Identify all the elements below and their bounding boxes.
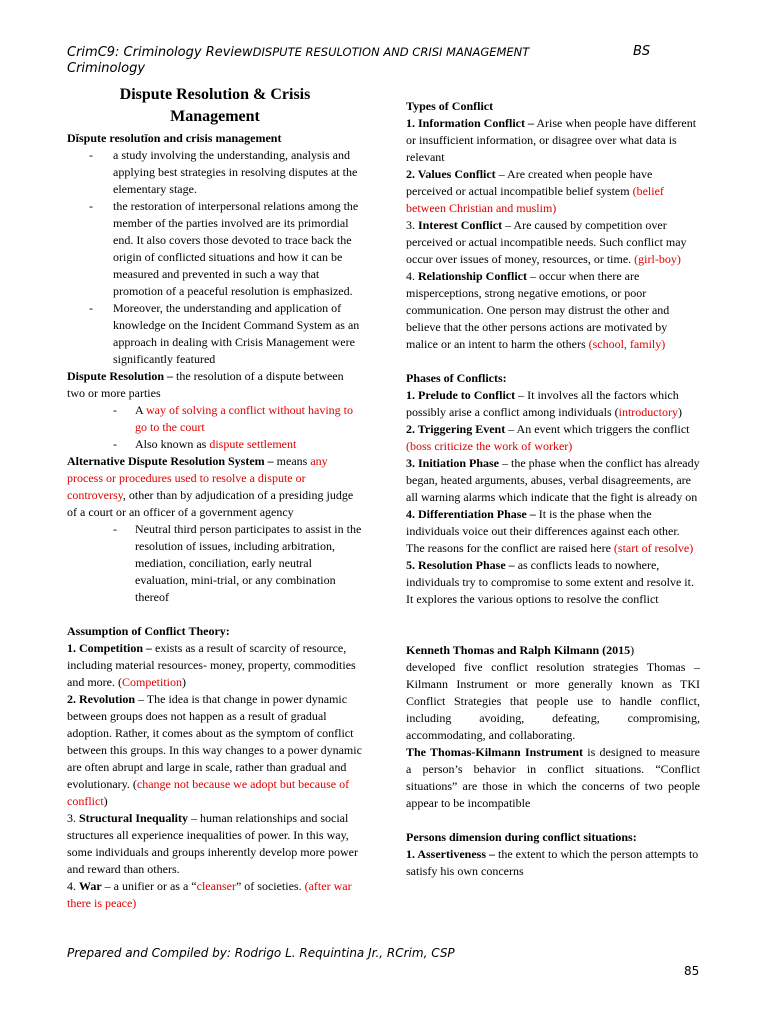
dimension-item: 1. Assertiveness – the extent to which the person attempts to satisfy his own concerns <box>406 847 699 878</box>
phase-item: 5. Resolution Phase – as conflicts leads to nowhere, individuals try to compromise to some extent and resolve it. It explores the various options to resolve the conflict <box>406 558 694 606</box>
assumption-item: 2. Revolution – The idea is that change in power dynamic between groups does not happen as a result of gradual adoption. Rather, it comes about as the symptom of conflict between this groups. In this way changes to a power dynamic are often abrupt and large in scale, rather than gradual and evolutionary. (change not because we adopt but because of conflict) <box>67 692 362 808</box>
footer-credit: Prepared and Compiled by: Rodrigo L. Requintina Jr., RCrim, CSP <box>67 946 455 960</box>
subject-title: DISPUTE RESULOTION AND CRISI MANAGEMENT <box>252 45 530 59</box>
adr-list <box>67 521 363 606</box>
section-heading: Persons dimension during conflict situations: <box>406 830 637 844</box>
document-title: Dispute Resolution & Crisis Management <box>119 86 311 125</box>
definition-list <box>67 147 363 368</box>
degree-label: BS <box>633 44 651 59</box>
dispute-resolution-definition: Dispute Resolution – the resolution of a dispute between two or more parties <box>67 369 344 400</box>
assumption-item: 1. Competition – exists as a result of scarcity of resource, including material resources- money, property, commodities and more. (Competition) <box>67 641 356 689</box>
tki-instrument: The Thomas-Kilmann Instrument is designed to measure a person’s behavior in conflict situations. “Conflict situations” are those in which the concerns of two people appear to be incompatible <box>406 745 700 810</box>
assumption-item: 4. War – a unifier or as a “cleanser” of societies. (after war there is peace) <box>67 879 352 910</box>
course-title: CrimC9: Criminology Review <box>67 45 253 60</box>
phase-item: 4. Differentiation Phase – It is the phase when the individuals voice out their differences against each other. The reasons for the conflict are raised here (start of resolve) <box>406 507 694 555</box>
list-item: - Moreover, the understanding and application of knowledge on the Incident Command System as an approach in dealing with Crisis Management were significantly featured <box>67 300 363 368</box>
assumption-item: 3. Structural Inequality – human relationships and social structures all experience inequalities of power. In this way, some individuals and groups inherently develop more power and reward than others. <box>67 811 358 876</box>
list-item: - Also known as dispute settlement <box>67 436 363 453</box>
list-item: - A way of solving a conflict without having to go to the court <box>67 402 363 436</box>
list-item: - Neutral third person participates to assist in the resolution of issues, including arbitration, mediation, conciliation, early neutral evaluation, mini-trial, or any combination thereof <box>67 521 363 606</box>
program-label: Criminology <box>67 61 146 76</box>
tki-description: developed five conflict resolution strategies Thomas – Kilmann Instrument or more generally known as TKI Conflict Strategies that people use to handle conflict, including avoiding, defeating, compromising, accommodating, and collaborating. <box>406 660 700 742</box>
tki-heading: Kenneth Thomas and Ralph Kilmann (2015) <box>406 643 635 657</box>
conflict-type-item: 4. Relationship Conflict – occur when there are misperceptions, strong negative emotions, or poor communication. One person may distrust the other and believe that the other persons actions are motivated by malice or an intent to harm the others (school, family) <box>406 269 670 351</box>
section-heading: Types of Conflict <box>406 99 494 113</box>
page-header <box>67 44 707 77</box>
conflict-type-item: 3. Interest Conflict – Are caused by competition over perceived or actual incompatible needs. Such conflict may occur over issues of money, resources, or time. (girl-boy) <box>406 218 687 266</box>
section-heading: Dĭspute resolutĭon and crisis management <box>67 131 282 145</box>
phase-item: 3. Initiation Phase – the phase when the conflict has already began, heated arguments, abuses, verbal disagreements, are all warning alarms which indicate that the fight is already on <box>406 456 700 504</box>
list-item: - a study involving the understanding, analysis and applying best strategies in resolving disputes at the elementary stage. <box>67 147 363 198</box>
right-column <box>406 98 700 880</box>
section-heading: Assumption of Conflict Theory: <box>67 624 230 638</box>
phase-item: 2. Triggering Event – An event which triggers the conflict (boss criticize the work of worker) <box>406 422 690 453</box>
phase-item: 1. Prelude to Conflict – It involves all the factors which possibly arise a conflict among individuals (introductory) <box>406 388 682 419</box>
left-column <box>67 84 363 912</box>
section-heading: Phases of Conflicts: <box>406 371 507 385</box>
conflict-type-item: 2. Values Conflict – Are created when people have perceived or actual incompatible belief system (belief between Christian and muslim) <box>406 167 664 215</box>
dispute-resolution-list <box>67 402 363 453</box>
adr-definition: Alternative Dispute Resolution System – means any process or procedures used to resolve a dispute or controversy, other than by adjudication of a presiding judge of a court or an officer of a government agency <box>67 454 354 519</box>
list-item: - the restoration of interpersonal relations among the member of the parties involved are its primordial end. It also covers those devoted to trace back the origin of conflicted situations and how it can be measured and prevented in such a way that promotion of a peaceful resolution is emphasized. <box>67 198 363 300</box>
conflict-type-item: 1. Information Conflict – Arise when people have different or insufficient information, or disagree over what data is relevant <box>406 116 697 164</box>
page-number: 85 <box>684 964 700 978</box>
